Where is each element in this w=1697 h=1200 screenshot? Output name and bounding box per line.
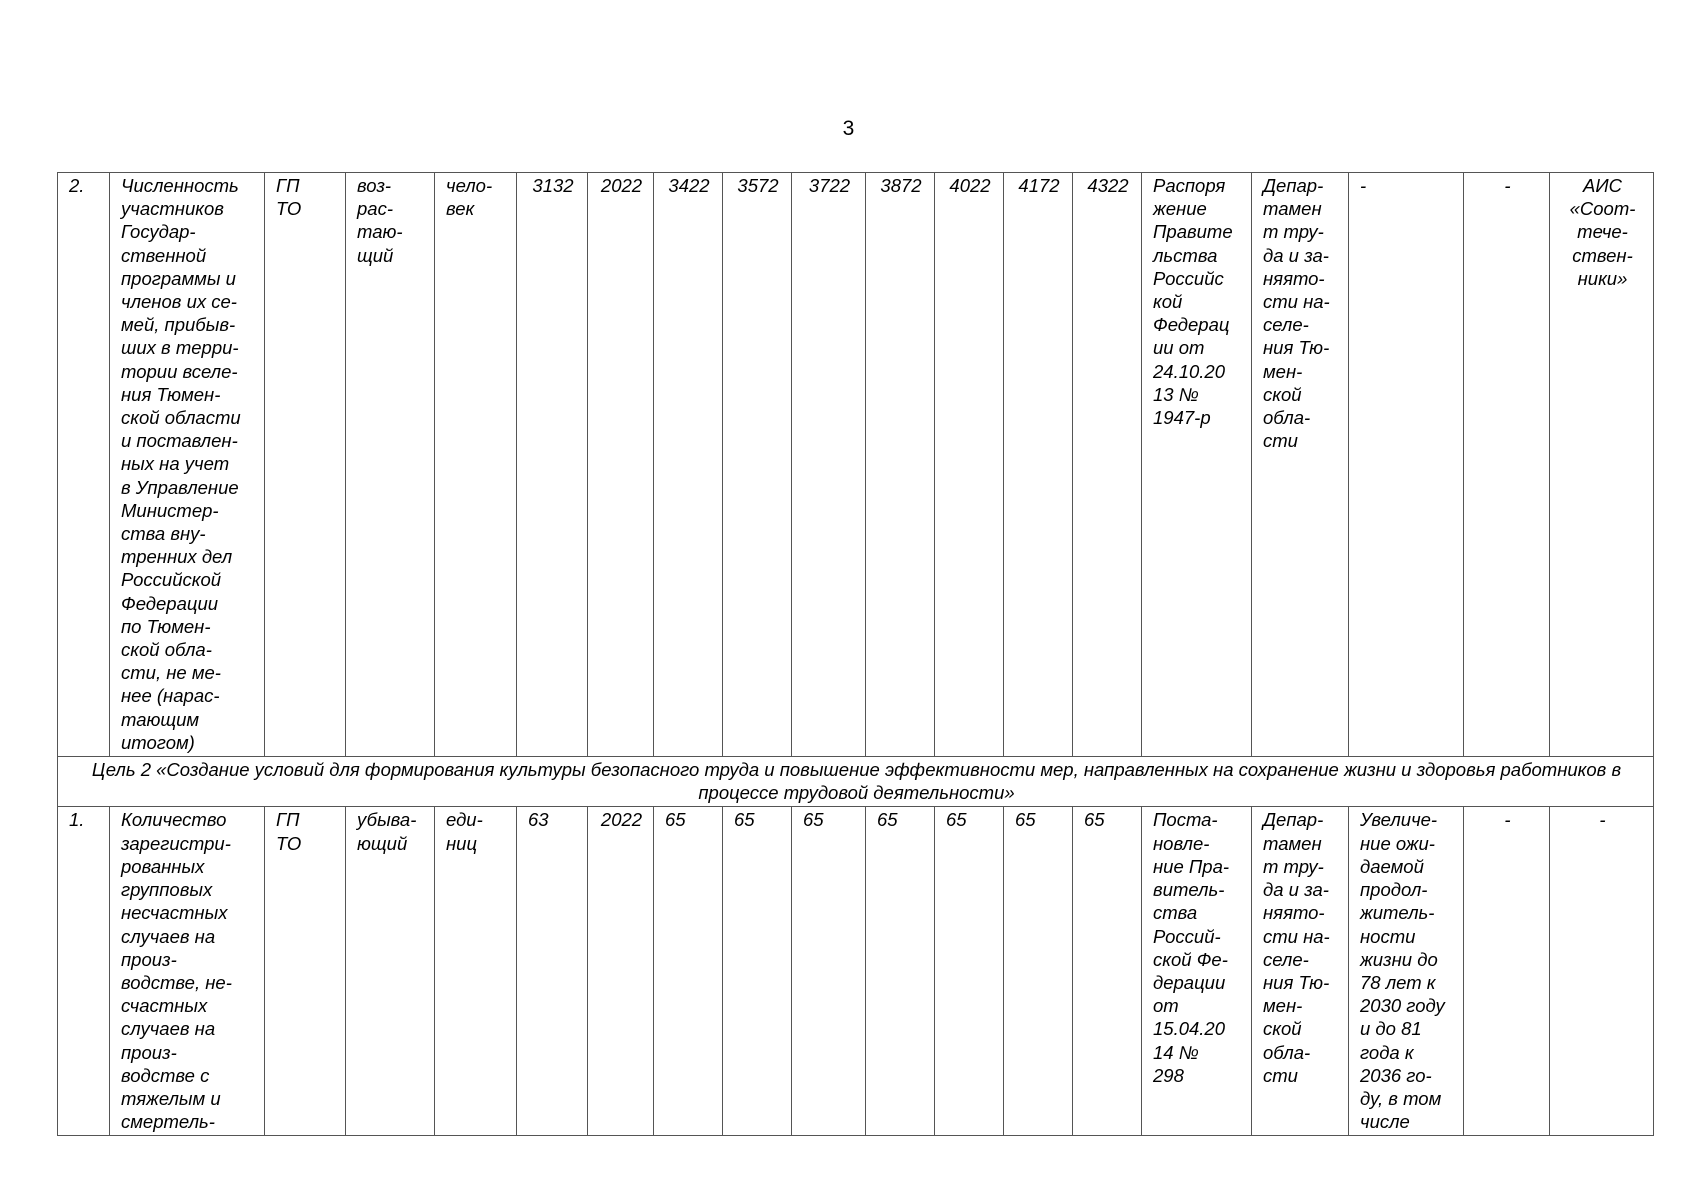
indicator-level: ГП ТО xyxy=(265,807,346,1136)
row-number: 2. xyxy=(58,173,110,757)
value-cell: 65 xyxy=(1004,807,1073,1136)
indicator-name: Количество зарегистри- рованных групповых несчастных случаев на произ- водстве, не- счастных случаев на произ- водстве с тяжелым и смертель- xyxy=(110,807,265,1136)
regulatory-document: Поста- новле- ние Пра- витель- ства Россий- ской Фе- дерации от 15.04.20 14 № 298 xyxy=(1142,807,1252,1136)
value-cell: 65 xyxy=(866,807,935,1136)
base-value: 3132 xyxy=(517,173,588,757)
value-cell: 65 xyxy=(1073,807,1142,1136)
base-year: 2022 xyxy=(588,807,654,1136)
link-cell: - xyxy=(1464,173,1550,757)
value-cell: 65 xyxy=(723,807,792,1136)
goal-heading: Цель 2 «Создание условий для формирования культуры безопасного труда и повышение эффективности мер, направленных на сохранение жизни и здоровья работников в процессе трудовой деятельности» xyxy=(58,757,1654,807)
indicator-name: Численность участников Государ- ственной программы и членов их се- мей, прибыв- ших в терри- тории вселе- ния Тюмен- ской области и поставлен- ных на учет в Управление Министер- ства вну- тренних дел Российской Федерации по Тюмен- ской обла- сти, не ме- нее (нарас- тающим итогом) xyxy=(110,173,265,757)
link-to-national-goals: - xyxy=(1349,173,1464,757)
value-cell: 4172 xyxy=(1004,173,1073,757)
regulatory-document: Распоря жение Правите льства Российс кой Федерац ии от 24.10.20 13 № 1947-р xyxy=(1142,173,1252,757)
page-number: 3 xyxy=(842,117,855,140)
value-cell: 3872 xyxy=(866,173,935,757)
indicator-unit: еди- ниц xyxy=(435,807,517,1136)
indicators-table xyxy=(57,172,1654,1136)
indicator-level: ГП ТО xyxy=(265,173,346,757)
value-cell: 4022 xyxy=(935,173,1004,757)
base-value: 63 xyxy=(517,807,588,1136)
link-to-national-goals: Увеличе- ние ожи- даемой продол- житель- ности жизни до 78 лет к 2030 году и до 81 года к 2036 го- ду, в том числе xyxy=(1349,807,1464,1136)
link-cell: - xyxy=(1464,807,1550,1136)
value-cell: 65 xyxy=(654,807,723,1136)
value-cell: 3572 xyxy=(723,173,792,757)
value-cell: 65 xyxy=(935,807,1004,1136)
value-cell: 3722 xyxy=(792,173,866,757)
responsible-body: Депар- тамен т тру- да и за- няято- сти на- селе- ния Тю- мен- ской обла- сти xyxy=(1252,173,1349,757)
value-cell: 65 xyxy=(792,807,866,1136)
indicator-trend: убыва- ющий xyxy=(346,807,435,1136)
responsible-body: Депар- тамен т тру- да и за- няято- сти на- селе- ния Тю- мен- ской обла- сти xyxy=(1252,807,1349,1136)
base-year: 2022 xyxy=(588,173,654,757)
table-row xyxy=(58,807,1654,1136)
table-row xyxy=(58,173,1654,757)
indicator-trend: воз- рас- таю- щий xyxy=(346,173,435,757)
row-number: 1. xyxy=(58,807,110,1136)
information-system: - xyxy=(1550,807,1654,1136)
value-cell: 3422 xyxy=(654,173,723,757)
value-cell: 4322 xyxy=(1073,173,1142,757)
information-system: АИС «Соот- тече- ствен- ники» xyxy=(1550,173,1654,757)
indicator-unit: чело- век xyxy=(435,173,517,757)
goal-row xyxy=(58,757,1654,807)
